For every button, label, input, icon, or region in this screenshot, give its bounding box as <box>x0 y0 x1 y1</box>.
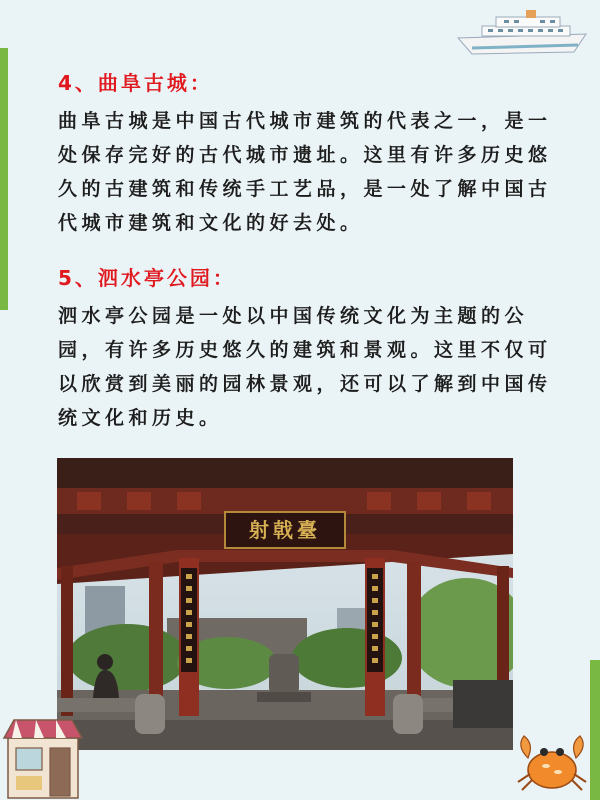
section-body: 曲阜古城是中国古代城市建筑的代表之一，是一处保存完好的古代城市遗址。这里有许多历史悠久的古建筑和传统手工艺品，是一处了解中国古代城市建筑和文化的好去处。 <box>58 110 552 234</box>
section-body: 泗水亭公园是一处以中国传统文化为主题的公园，有许多历史悠久的建筑和景观。这里不仅可以欣赏到美丽的园林景观，还可以了解到中国传统文化和历史。 <box>58 305 552 429</box>
plaque-text: 射戟臺 <box>249 518 321 542</box>
section-sishui <box>58 265 568 435</box>
accent-bar-right <box>590 660 600 800</box>
section-heading: 5、泗水亭公园： <box>58 266 236 290</box>
cruise-ship-icon <box>452 8 592 56</box>
shop-icon <box>2 712 84 800</box>
section-heading: 4、曲阜古城： <box>58 71 213 95</box>
section-qufu <box>58 70 568 240</box>
accent-bar-left <box>0 48 8 310</box>
pavilion-photo <box>57 458 513 750</box>
crab-icon <box>514 730 590 796</box>
